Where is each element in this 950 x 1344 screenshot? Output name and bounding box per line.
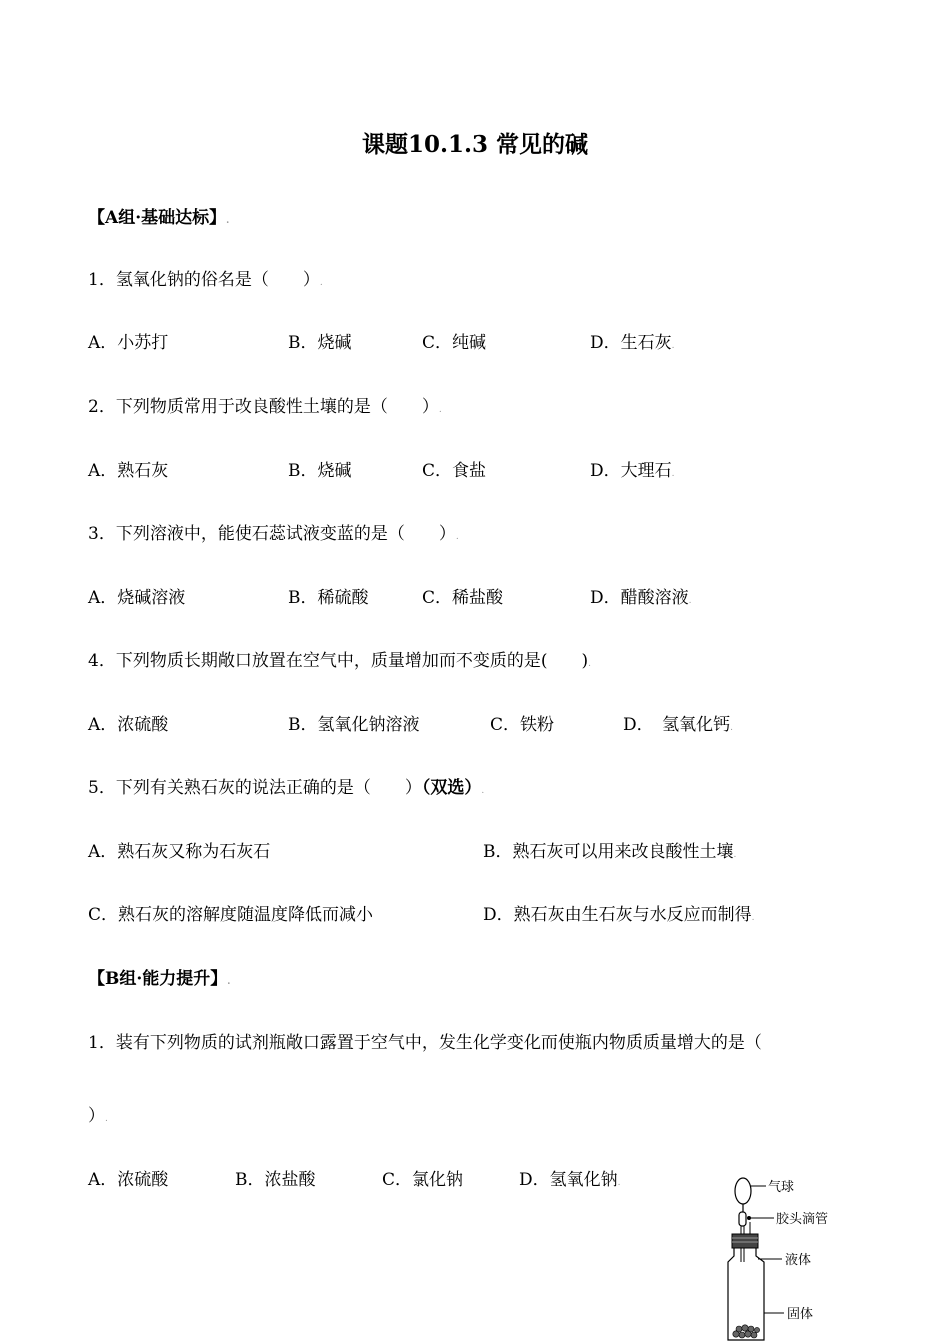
- option-text: D．大理石: [590, 461, 672, 481]
- paragraph-mark: .: [688, 596, 692, 606]
- section-b-label: 【B组·能力提升】: [88, 969, 228, 989]
- paragraph-mark: .: [751, 913, 755, 923]
- paragraph-mark: .: [319, 278, 323, 288]
- option-a2-c: C．食盐: [422, 461, 487, 481]
- question-text: 3．下列溶液中，能使石蕊试液变蓝的是（ ）: [88, 524, 456, 544]
- option-a5-b: [483, 837, 736, 862]
- apparatus-figure: [718, 1172, 848, 1344]
- label-dropper: 胶头滴管: [776, 1212, 829, 1227]
- paragraph-mark: .: [438, 405, 442, 415]
- option-a5-a: A．熟石灰又称为石灰石: [88, 842, 271, 862]
- paragraph-mark: .: [455, 532, 459, 542]
- question-text: 1．氢氧化钠的俗名是（ ）: [88, 270, 320, 290]
- question-a2-stem: [88, 392, 442, 417]
- option-a3-d: [590, 583, 692, 608]
- option-b1-c: C．氯化钠: [382, 1170, 464, 1190]
- question-a4-stem: [88, 646, 591, 671]
- option-a3-b: B．稀硫酸: [288, 588, 369, 608]
- question-a3-stem: [88, 519, 459, 544]
- option-text: D． 氢氧化钙: [623, 715, 731, 735]
- option-text: B．熟石灰可以用来改良酸性土壤: [483, 842, 734, 862]
- option-a5-c: C．熟石灰的溶解度随温度降低而减小: [88, 905, 374, 925]
- balloon-shape: [735, 1178, 751, 1204]
- label-solid: 固体: [787, 1307, 814, 1322]
- option-b1-a: A．浓硫酸: [88, 1170, 169, 1190]
- dropper-bulb: [739, 1212, 746, 1226]
- question-b1-stem-line2: [88, 1101, 108, 1126]
- option-b1-b: B．浓盐酸: [235, 1170, 316, 1190]
- paragraph-mark: .: [481, 786, 485, 796]
- option-a4-c: C．铁粉: [490, 715, 555, 735]
- paragraph-mark: .: [671, 341, 675, 351]
- paragraph-mark: .: [105, 1114, 108, 1124]
- paragraph-mark: .: [617, 1178, 621, 1188]
- option-a3-a: A．烧碱溶液: [88, 588, 186, 608]
- option-a2-a: A．熟石灰: [88, 461, 169, 481]
- solid-particles: [733, 1325, 760, 1338]
- option-text: D．醋酸溶液: [590, 588, 689, 608]
- paragraph-mark: .: [730, 723, 734, 733]
- option-a1-c: C．纯碱: [422, 333, 487, 353]
- option-b1-d: [519, 1165, 621, 1190]
- label-liquid: 液体: [785, 1253, 812, 1268]
- option-a2-b: B．烧碱: [288, 461, 352, 481]
- section-b-heading: [88, 964, 230, 989]
- option-text: D．氢氧化钠: [519, 1170, 618, 1190]
- option-a3-c: C．稀盐酸: [422, 588, 504, 608]
- section-a-label: 【A组·基础达标】: [88, 208, 227, 228]
- option-a4-d: [623, 710, 733, 735]
- double-choice-note: （双选）: [421, 778, 482, 798]
- option-a5-d: [483, 900, 755, 925]
- paragraph-mark: .: [733, 850, 737, 860]
- label-balloon: 气球: [768, 1180, 795, 1195]
- option-a1-d: [590, 328, 675, 353]
- question-text: 2．下列物质常用于改良酸性土壤的是（ ）: [88, 397, 439, 417]
- option-a4-a: A．浓硫酸: [88, 715, 169, 735]
- paragraph-mark: .: [588, 659, 591, 669]
- question-a1-stem: [88, 265, 323, 290]
- question-text: ）: [88, 1106, 105, 1126]
- question-text: 4．下列物质长期敞口放置在空气中，质量增加而不变质的是( ): [88, 651, 589, 671]
- paragraph-mark: .: [671, 469, 675, 479]
- leader-dropper-dot: [747, 1216, 751, 1220]
- page-title: 课题10.1.3 常见的碱: [361, 131, 589, 158]
- question-text: 5．下列有关熟石灰的说法正确的是（ ）: [88, 778, 422, 798]
- option-a1-a: A．小苏打: [88, 333, 169, 353]
- paragraph-mark: .: [226, 216, 230, 226]
- option-a4-b: B．氢氧化钠溶液: [288, 715, 420, 735]
- question-b1-stem-line1: 1．装有下列物质的试剂瓶敞口露置于空气中，发生化学变化而使瓶内物质质量增大的是（: [88, 1033, 762, 1053]
- option-a2-d: [590, 456, 675, 481]
- paragraph-mark: .: [227, 977, 231, 987]
- question-a5-stem: [88, 773, 484, 798]
- option-text: D．熟石灰由生石灰与水反应而制得: [483, 905, 752, 925]
- option-a1-b: B．烧碱: [288, 333, 352, 353]
- option-text: D．生石灰: [590, 333, 672, 353]
- section-a-heading: [88, 203, 229, 228]
- stopper: [732, 1234, 758, 1248]
